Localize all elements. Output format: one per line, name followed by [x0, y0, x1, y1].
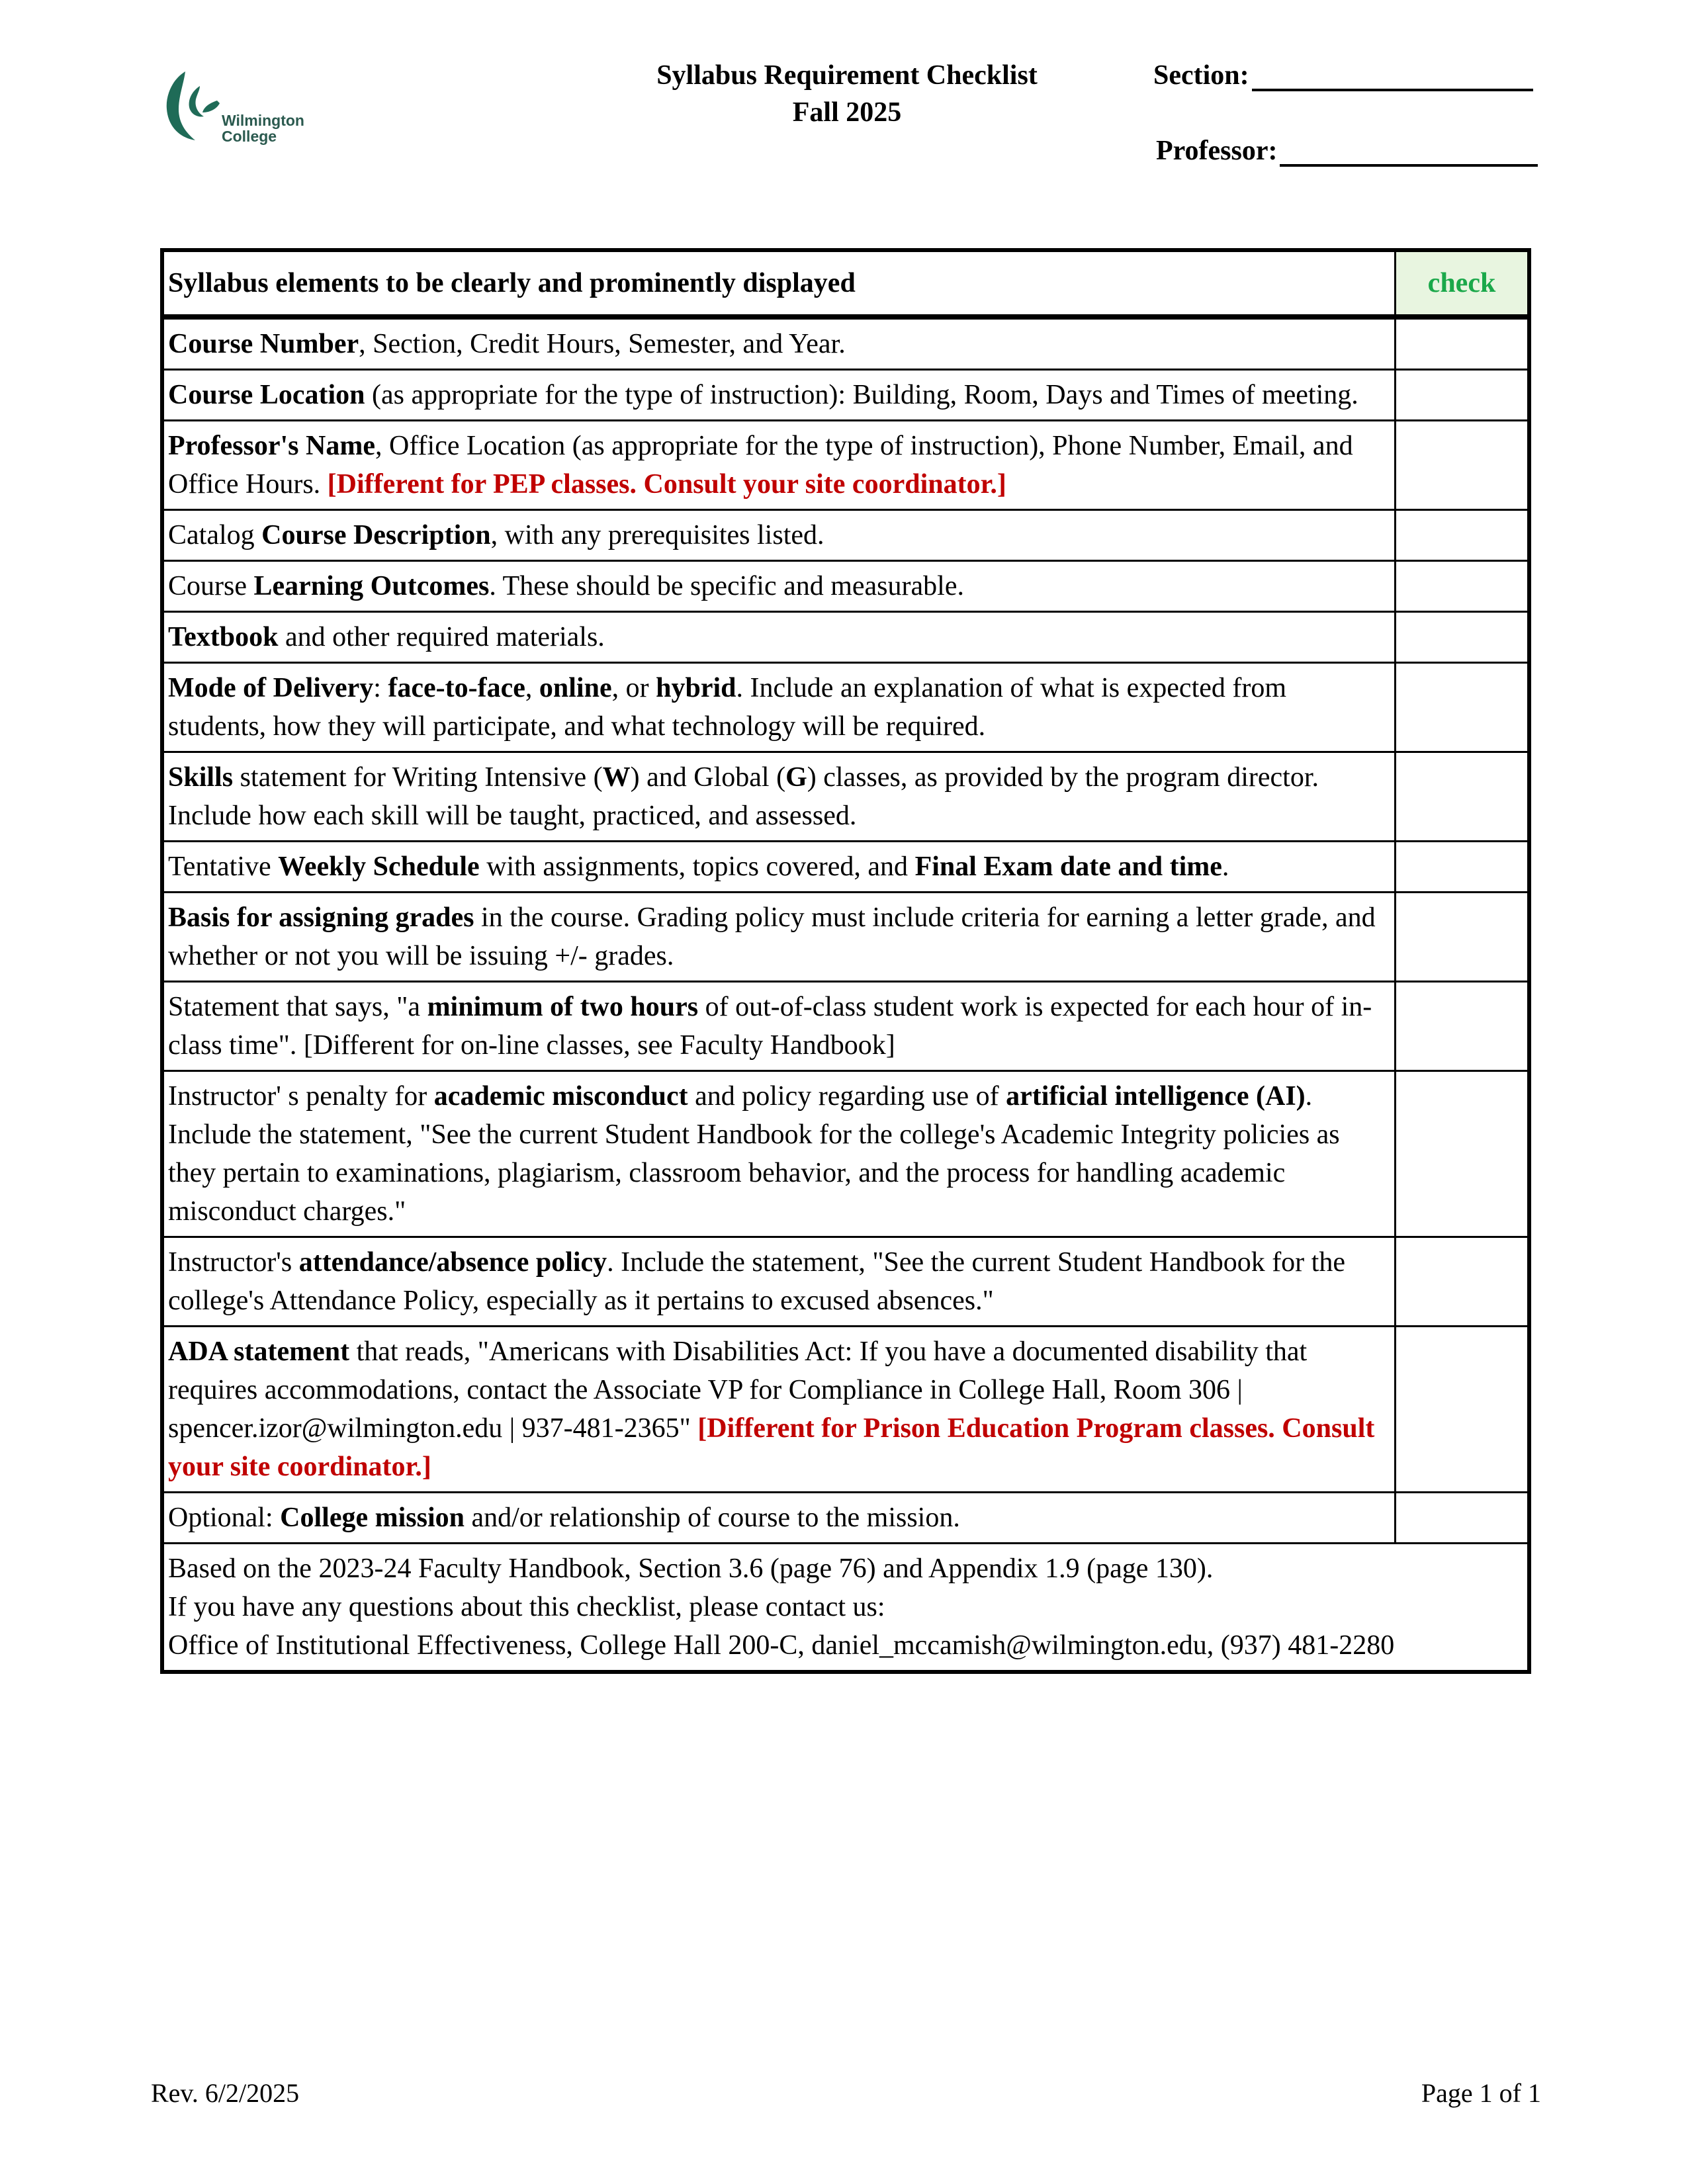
item-text: . Include the statement, "See the current Student Handbook for the college's Academic Integrity policies as they pertain to examinations, plagiarism, classroom behavior, and the process for handling academic misconduct charges." — [168, 1081, 1340, 1227]
checklist-item-text — [162, 842, 1396, 893]
footer-note-line: Based on the 2023-24 Faculty Handbook, Section 3.6 (page 76) and Appendix 1.9 (page 130). — [168, 1553, 1214, 1584]
checklist-item-text — [162, 1237, 1396, 1327]
item-text: and policy regarding use of — [688, 1081, 1006, 1112]
checklist-item-text — [162, 982, 1396, 1071]
checklist-table — [160, 248, 1531, 1674]
item-text: , Office Location (as appropriate for the type of instruction), Phone Number, Email, and Office Hours. — [168, 431, 1353, 500]
checklist-row — [162, 421, 1529, 510]
checklist-item-text — [162, 752, 1396, 842]
item-text: Instructor's — [168, 1247, 299, 1278]
item-text: and other required materials. — [278, 622, 605, 652]
bold-text: Learning Outcomes — [253, 571, 490, 601]
checklist-row — [162, 1071, 1529, 1237]
table-footer-row — [162, 1544, 1529, 1673]
check-box-cell[interactable] — [1396, 370, 1530, 421]
checklist-item-text — [162, 510, 1396, 561]
checklist-row — [162, 370, 1529, 421]
footer-note — [162, 1544, 1529, 1673]
pep-note: [Different for PEP classes. Consult your site coordinator.] — [327, 469, 1006, 500]
item-text: with assignments, topics covered, and — [479, 852, 915, 882]
item-text: Instructor' s penalty for — [168, 1081, 434, 1112]
pep-note: [Different for Prison Education Program classes. Consult your site coordinator.] — [168, 1413, 1375, 1482]
checklist-item-text — [162, 1071, 1396, 1237]
bold-text: College mission — [280, 1503, 465, 1533]
professor-label: Professor: — [1156, 136, 1278, 166]
item-text: of out-of-class student work is expected for each hour of in-class time". [Different for on-line classes, see Faculty Handbook] — [168, 992, 1372, 1061]
bold-text: face-to-face — [388, 673, 525, 703]
item-text: : — [373, 673, 388, 703]
check-box-cell[interactable] — [1396, 752, 1530, 842]
item-text: Statement that says, "a — [168, 992, 427, 1022]
checklist-row — [162, 663, 1529, 752]
bold-text: Weekly Schedule — [278, 852, 480, 882]
bold-text: Course Location — [168, 380, 365, 410]
checklist-item-text — [162, 317, 1396, 370]
check-box-cell[interactable] — [1396, 421, 1530, 510]
check-box-cell[interactable] — [1396, 317, 1530, 370]
check-box-cell[interactable] — [1396, 1493, 1530, 1544]
item-text: and/or relationship of course to the mission. — [464, 1503, 960, 1533]
item-text: , Section, Credit Hours, Semester, and Year. — [359, 329, 846, 359]
checklist-row — [162, 1327, 1529, 1493]
item-text: . Include an explanation of what is expected from students, how they will participate, and what technology will be required. — [168, 673, 1287, 742]
checklist-item-text — [162, 663, 1396, 752]
item-text: Course — [168, 571, 254, 601]
item-text: Optional: — [168, 1503, 281, 1533]
item-text: . These should be specific and measurable. — [489, 571, 964, 601]
checklist-row — [162, 1237, 1529, 1327]
check-box-cell[interactable] — [1396, 1327, 1530, 1493]
checklist-item-text — [162, 421, 1396, 510]
bold-text: online — [539, 673, 612, 703]
check-box-cell[interactable] — [1396, 510, 1530, 561]
check-box-cell[interactable] — [1396, 893, 1530, 982]
bold-text: hybrid — [656, 673, 736, 703]
bold-text: Final Exam date and time — [914, 852, 1222, 882]
checklist-row — [162, 842, 1529, 893]
item-text: , or — [611, 673, 656, 703]
checklist-row — [162, 752, 1529, 842]
checklist-row — [162, 510, 1529, 561]
item-text: , — [525, 673, 539, 703]
revision-date: Rev. 6/2/2025 — [151, 2078, 300, 2108]
bold-text: G — [785, 762, 807, 793]
checklist-item-text — [162, 612, 1396, 663]
checklist-row — [162, 561, 1529, 612]
section-label: Section: — [1153, 60, 1249, 91]
item-text: , with any prerequisites listed. — [490, 520, 824, 550]
check-box-cell[interactable] — [1396, 663, 1530, 752]
check-column-header: check — [1396, 250, 1530, 317]
logo-line-2: College — [222, 128, 277, 145]
checklist-item-text — [162, 1327, 1396, 1493]
bold-text: Basis for assigning grades — [168, 902, 474, 933]
checklist-row — [162, 893, 1529, 982]
checklist-row — [162, 317, 1529, 370]
bold-text: Skills — [168, 762, 234, 793]
check-box-cell[interactable] — [1396, 982, 1530, 1071]
bold-text: artificial intelligence (AI) — [1006, 1081, 1306, 1112]
bold-text: attendance/absence policy — [298, 1247, 607, 1278]
checklist-row — [162, 982, 1529, 1071]
item-text: (as appropriate for the type of instruction): Building, Room, Days and Times of meeting. — [365, 380, 1358, 410]
bold-text: academic misconduct — [433, 1081, 688, 1112]
check-box-cell[interactable] — [1396, 1071, 1530, 1237]
professor-field — [1156, 135, 1538, 167]
item-text: Tentative — [168, 852, 279, 882]
bold-text: Professor's Name — [168, 431, 375, 461]
check-box-cell[interactable] — [1396, 842, 1530, 893]
bold-text: minimum of two hours — [427, 992, 699, 1022]
item-text: Catalog — [168, 520, 262, 550]
checklist-item-text — [162, 1493, 1396, 1544]
item-text: statement for Writing Intensive ( — [233, 762, 603, 793]
item-text: in the course. Grading policy must include criteria for earning a letter grade, and whether or not you will be issuing +/- grades. — [168, 902, 1376, 971]
bold-text: ADA statement — [168, 1336, 350, 1367]
bold-text: W — [602, 762, 631, 793]
logo-line-1: Wilmington — [222, 112, 304, 129]
item-text: . Include the statement, "See the current Student Handbook for the college's Attendance Policy, especially as it pertains to excused absences." — [168, 1247, 1345, 1316]
section-field — [1153, 60, 1533, 91]
item-text: ) classes, as provided by the program director. Include how each skill will be taught, practiced, and assessed. — [168, 762, 1319, 831]
checklist-row — [162, 612, 1529, 663]
page-title: Syllabus Requirement Checklist — [656, 60, 1038, 91]
table-header-row — [162, 250, 1529, 317]
bold-text: Course Description — [261, 520, 491, 550]
bold-text: Mode of Delivery — [168, 673, 374, 703]
check-box-cell[interactable] — [1396, 561, 1530, 612]
item-text: that reads, "Americans with Disabilities Act: If you have a documented disability that requires accommodations, contact the Associate VP for Compliance in College Hall, Room 306 | spencer.izor@wilmington.edu | 937-481-2365" — [168, 1336, 1308, 1444]
checklist-item-text — [162, 893, 1396, 982]
bold-text: Textbook — [168, 622, 279, 652]
item-text: . — [1222, 852, 1229, 882]
term-label: Fall 2025 — [792, 97, 902, 128]
check-box-cell[interactable] — [1396, 1237, 1530, 1327]
bold-text: Course Number — [168, 329, 359, 359]
checklist-row — [162, 1493, 1529, 1544]
table-header-label: Syllabus elements to be clearly and prominently displayed — [162, 250, 1396, 317]
section-blank-line[interactable] — [1252, 62, 1533, 91]
logo-wordmark — [222, 112, 304, 144]
item-text: ) and Global ( — [630, 762, 786, 793]
footer-note-line: If you have any questions about this checklist, please contact us: — [168, 1592, 885, 1622]
check-box-cell[interactable] — [1396, 612, 1530, 663]
professor-blank-line[interactable] — [1280, 138, 1538, 167]
page-number: Page 1 of 1 — [1421, 2078, 1541, 2108]
checklist-item-text — [162, 561, 1396, 612]
footer-note-line: Office of Institutional Effectiveness, College Hall 200-C, daniel_mccamish@wilmington.edu, (937) 481-2280 — [168, 1630, 1395, 1661]
checklist-item-text — [162, 370, 1396, 421]
